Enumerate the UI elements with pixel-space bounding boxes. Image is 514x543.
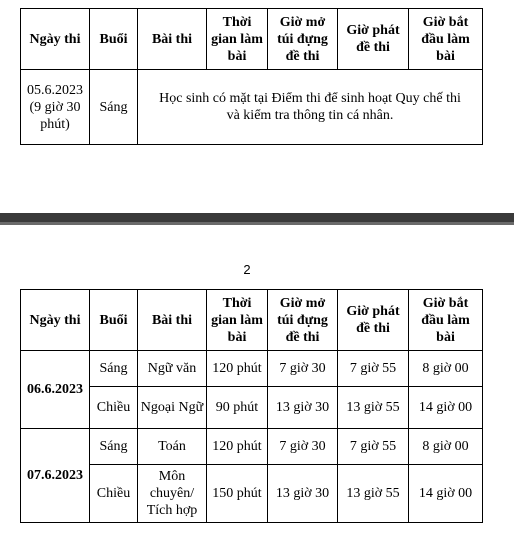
start-time: 8 giờ 00	[409, 351, 483, 387]
document-page-1	[0, 0, 514, 213]
start-time: 14 giờ 00	[409, 387, 483, 429]
page-number: 2	[243, 262, 251, 277]
orientation-note: Học sinh có mặt tại Điểm thi để sinh hoạt Quy chế thi và kiểm tra thông tin cá nhân.	[138, 70, 483, 145]
duration: 120 phút	[207, 351, 268, 387]
header-start-time: Giờ bắt đầu làm bài	[409, 290, 483, 351]
duration: 90 phút	[207, 387, 268, 429]
table-header-row	[21, 9, 483, 70]
header-open-envelope-time: Giờ mở túi đựng đề thi	[268, 290, 338, 351]
header-session: Buổi	[90, 9, 138, 70]
header-subject: Bài thi	[138, 290, 207, 351]
distribute-time: 13 giờ 55	[338, 465, 409, 523]
open-envelope-time: 13 giờ 30	[268, 387, 338, 429]
header-open-envelope-time: Giờ mở túi đựng đề thi	[268, 9, 338, 70]
table-row	[21, 387, 483, 429]
exam-date: 05.6.2023	[27, 82, 83, 98]
session: Sáng	[90, 351, 138, 387]
table-row	[21, 351, 483, 387]
duration: 120 phút	[207, 429, 268, 465]
header-duration: Thời gian làm bài	[207, 9, 268, 70]
exam-schedule-table-2	[20, 289, 483, 523]
start-time: 14 giờ 00	[409, 465, 483, 523]
open-envelope-time: 7 giờ 30	[268, 429, 338, 465]
subject: Ngữ văn	[138, 351, 207, 387]
table-header-row	[21, 290, 483, 351]
duration: 150 phút	[207, 465, 268, 523]
exam-date: 06.6.2023	[21, 351, 90, 429]
distribute-time: 13 giờ 55	[338, 387, 409, 429]
header-session: Buổi	[90, 290, 138, 351]
table-row	[21, 465, 483, 523]
subject: Toán	[138, 429, 207, 465]
header-duration: Thời gian làm bài	[207, 290, 268, 351]
session: Sáng	[90, 429, 138, 465]
header-exam-date: Ngày thi	[21, 9, 90, 70]
exam-date-cell	[21, 70, 90, 145]
session: Chiều	[90, 465, 138, 523]
exam-schedule-table-1	[20, 8, 483, 145]
header-subject: Bài thi	[138, 9, 207, 70]
exam-date-note: (9 giờ 30 phút)	[29, 99, 81, 132]
exam-date: 07.6.2023	[21, 429, 90, 523]
header-exam-date: Ngày thi	[21, 290, 90, 351]
distribute-time: 7 giờ 55	[338, 351, 409, 387]
table-row	[21, 70, 483, 145]
subject: Ngoại Ngữ	[138, 387, 207, 429]
open-envelope-time: 13 giờ 30	[268, 465, 338, 523]
subject: Môn chuyên/ Tích hợp	[138, 465, 207, 523]
open-envelope-time: 7 giờ 30	[268, 351, 338, 387]
session-cell: Sáng	[90, 70, 138, 145]
session: Chiều	[90, 387, 138, 429]
distribute-time: 7 giờ 55	[338, 429, 409, 465]
header-start-time: Giờ bắt đầu làm bài	[409, 9, 483, 70]
header-distribute-time: Giờ phát đề thi	[338, 9, 409, 70]
page-separator	[0, 213, 514, 225]
start-time: 8 giờ 00	[409, 429, 483, 465]
header-distribute-time: Giờ phát đề thi	[338, 290, 409, 351]
table-row	[21, 429, 483, 465]
